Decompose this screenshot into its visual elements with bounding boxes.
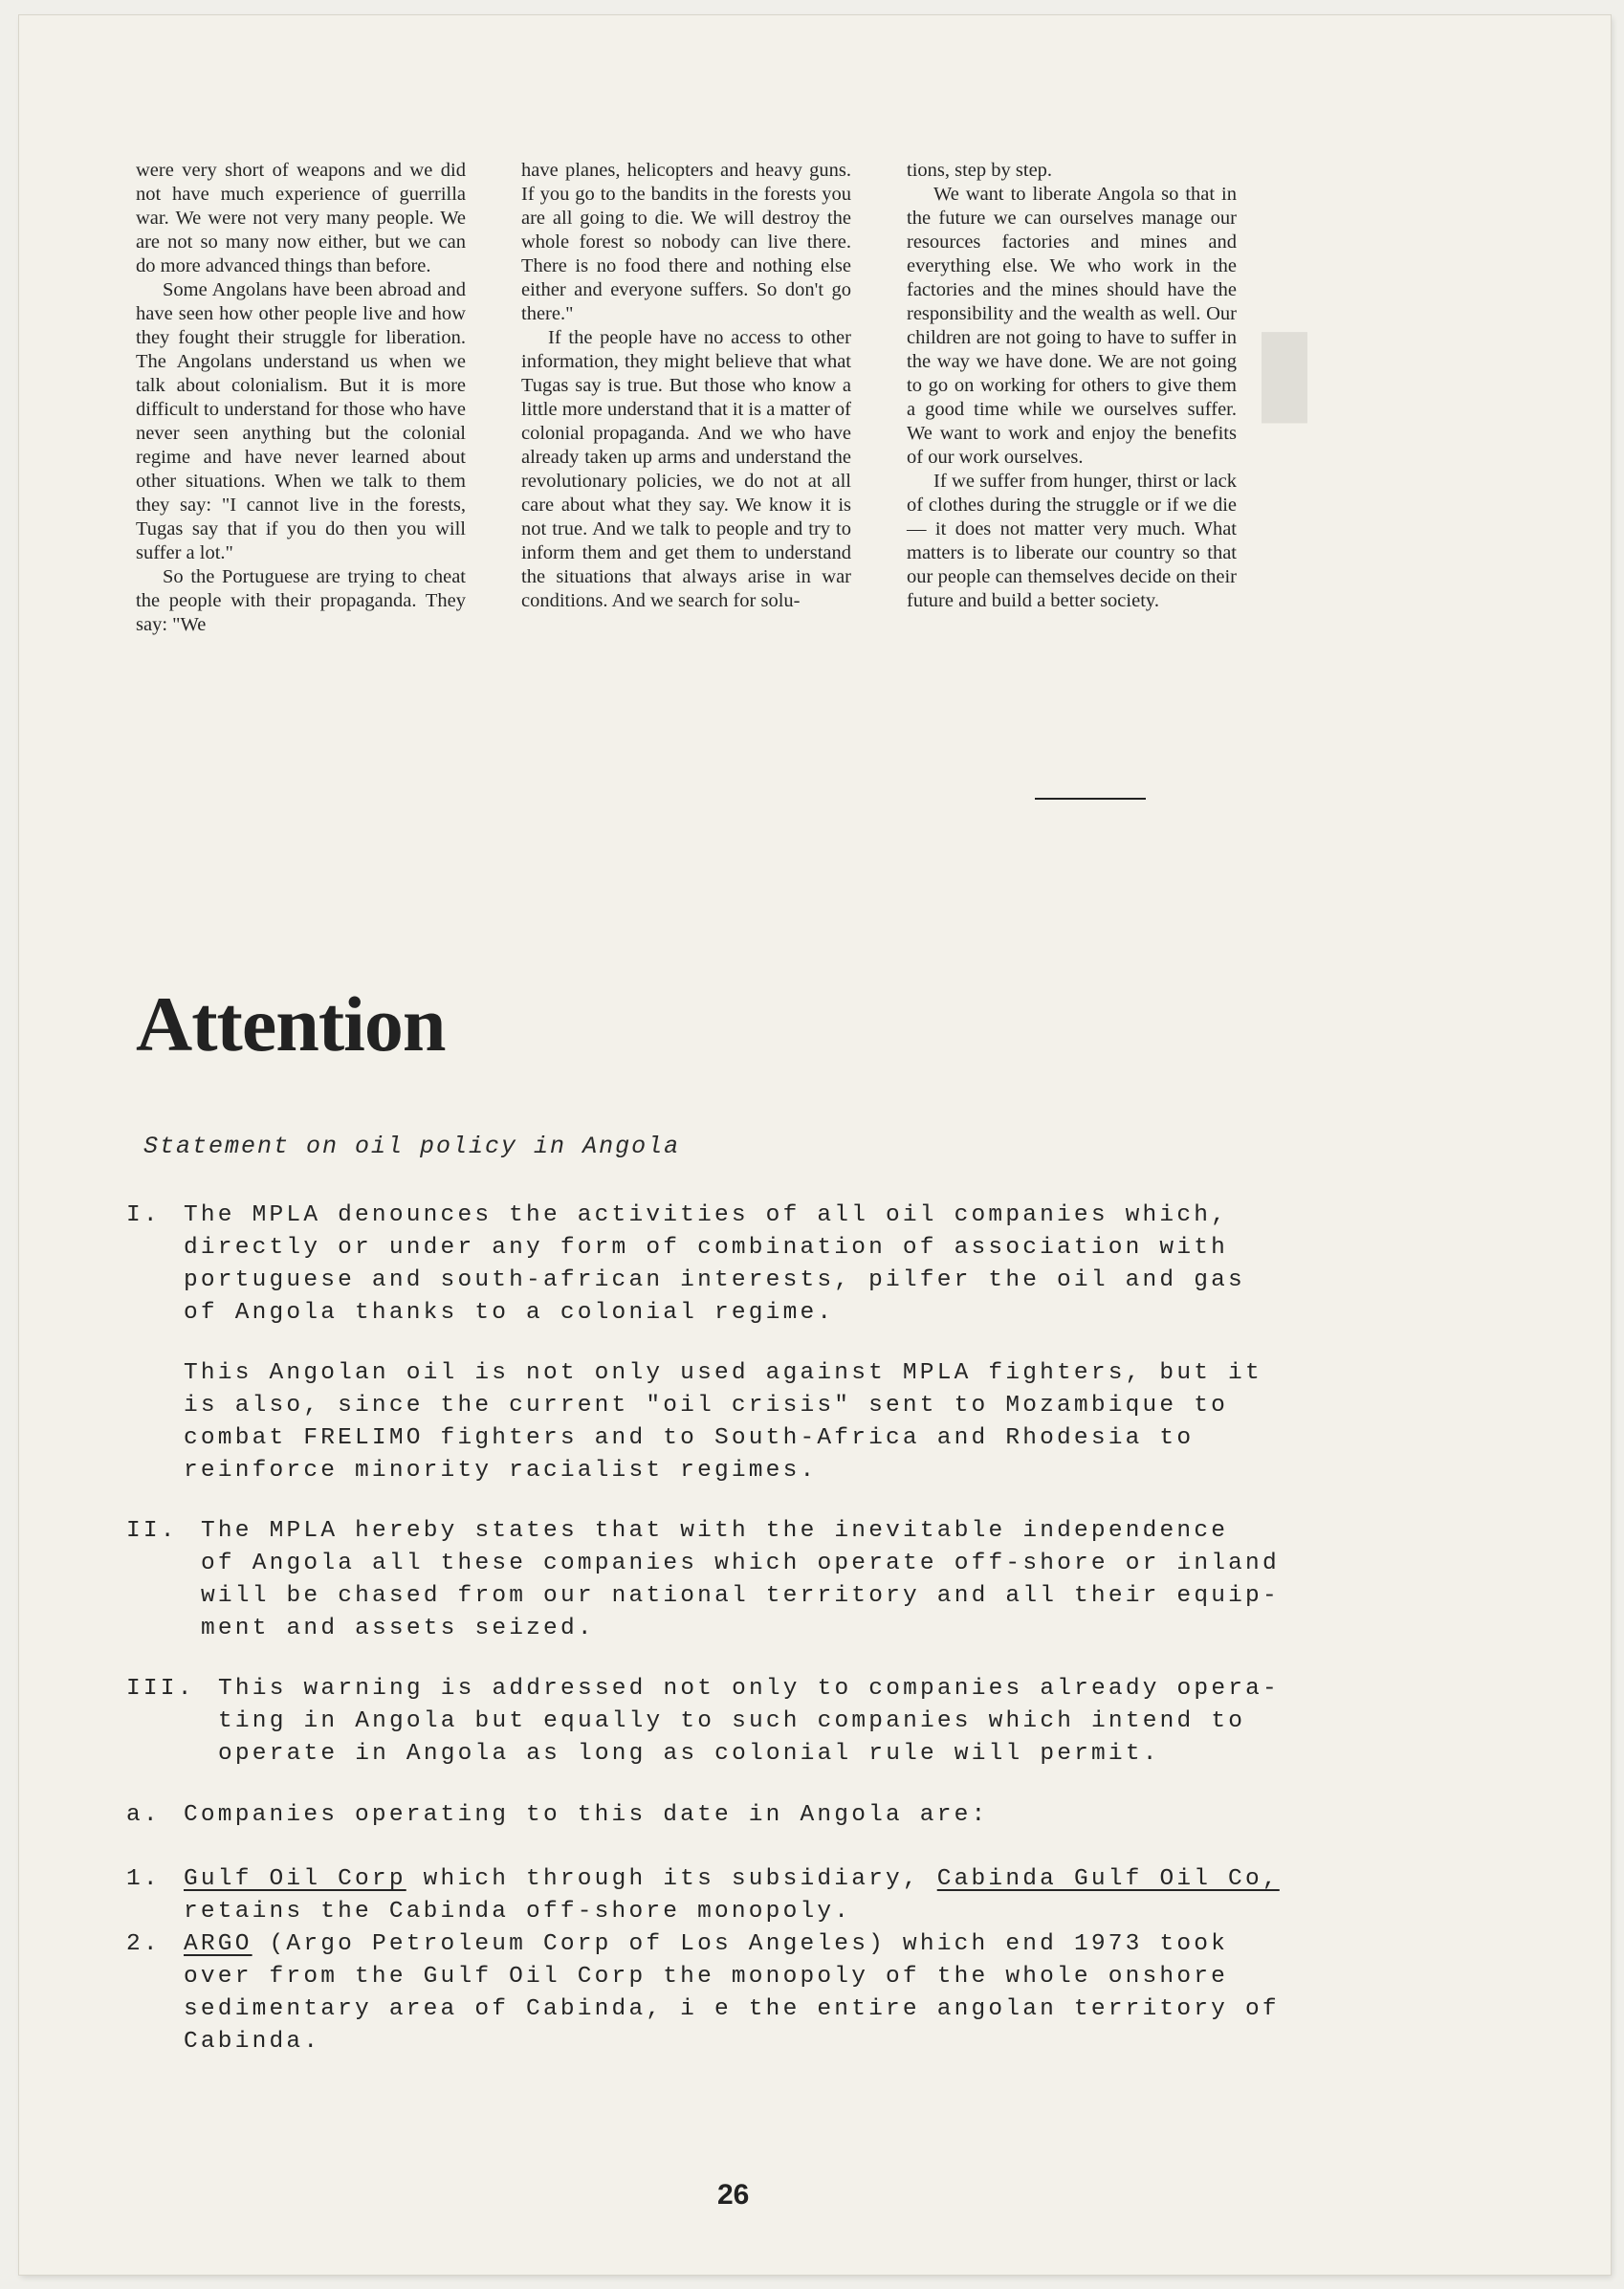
- article-end-rule: [1035, 798, 1146, 800]
- paragraph: have planes, helicopters and heavy guns. If you go to the bandits in the forests you are all going to die. We will destroy the whole forest so nobody can live there. There is no food there and nothing else either and everyone suffers. So don't go there.": [521, 160, 851, 324]
- text-span: which through its subsidiary,: [406, 1866, 937, 1892]
- paragraph: Some Angolans have been abroad and have seen how other people live and how they fought their struggle for liberation. The Angolans understand us when we talk about colonialism. But it is more difficult to understand for those who have never seen anything but the colonial regime and have never learned about other situations. When we talk to them they say: "I cannot live in the forests, Tugas say that if you do then you will suffer a lot.": [136, 279, 466, 563]
- company-number-1: 1.: [126, 1866, 161, 1892]
- text-span: (Argo Petroleum Corp of Los Angeles) which end 1973 took: [252, 1931, 1229, 1957]
- company-name: ARGO: [184, 1931, 252, 1957]
- text-line: will be chased from our national territory and all their equip-: [201, 1583, 1280, 1609]
- text-line: ting in Angola but equally to such companies which intend to: [218, 1708, 1246, 1734]
- document-page: [19, 15, 1611, 2275]
- item-number-2: II.: [126, 1518, 178, 1544]
- show-through-decoration: ▮: [1253, 305, 1317, 432]
- item-1-text: [184, 1200, 1245, 1330]
- list-a-text: Companies operating to this date in Angola are:: [184, 1802, 989, 1828]
- text-line: The MPLA hereby states that with the inevitable independence: [201, 1518, 1229, 1544]
- article-column-3: [907, 159, 1237, 613]
- text-line: [184, 1863, 1280, 1896]
- text-line: combat FRELIMO fighters and to South-Africa and Rhodesia to: [184, 1425, 1195, 1451]
- company-name: Gulf Oil Corp: [184, 1866, 406, 1892]
- text-line: of Angola all these companies which operate off-shore or inland: [201, 1551, 1280, 1576]
- item-number-3: III.: [126, 1676, 195, 1702]
- item-number-1: I.: [126, 1202, 161, 1228]
- text-line: operate in Angola as long as colonial rule will permit.: [218, 1741, 1160, 1767]
- paragraph: tions, step by step.: [907, 160, 1053, 181]
- article-column-1: [136, 159, 466, 637]
- text-line: over from the Gulf Oil Corp the monopoly of the whole onshore: [184, 1964, 1229, 1990]
- text-line: ment and assets seized.: [201, 1616, 595, 1641]
- section-subtitle: Statement on oil policy in Angola: [143, 1133, 681, 1160]
- paragraph: If we suffer from hunger, thirst or lack of clothes during the struggle or if we die — it does not matter very much. What matters is to liberate our country so that our people can themselves decide on their future and build a better society.: [907, 471, 1237, 611]
- company-number-2: 2.: [126, 1931, 161, 1957]
- paragraph: If the people have no access to other information, they might believe that what Tugas say is true. But those who know a little more understand that it is a matter of colonial propaganda. And we who have already taken up arms and understand the revolutionary policies, we do not at all care about what they say. We know it is not true. And we talk to people and try to inform them and get them to understand the situations that always arise in war conditions. And we search for solu-: [521, 327, 851, 611]
- text-line: Cabinda.: [184, 2029, 321, 2055]
- text-line: This Angolan oil is not only used against MPLA fighters, but it: [184, 1360, 1262, 1386]
- item-1-continuation: [184, 1357, 1262, 1487]
- text-line: The MPLA denounces the activities of all oil companies which,: [184, 1202, 1229, 1228]
- text-line: retains the Cabinda off-shore monopoly.: [184, 1899, 852, 1925]
- text-line: sedimentary area of Cabinda, i e the entire angolan territory of: [184, 1996, 1280, 2022]
- text-line: This warning is addressed not only to companies already opera-: [218, 1676, 1280, 1702]
- paragraph: We want to liberate Angola so that in the future we can ourselves manage our resources factories and mines and everything else. We who work in the factories and the mines should have the responsibility and the wealth as well. Our children are not going to have to suffer in the way we have done. We are not going to go on working for others to give them a good time while we ourselves suffer. We want to work and enjoy the benefits of our work ourselves.: [907, 184, 1237, 468]
- paragraph: So the Portuguese are trying to cheat the people with their propaganda. They say: "We: [136, 566, 466, 635]
- list-label-a: a.: [126, 1802, 161, 1828]
- section-heading: Attention: [136, 980, 446, 1067]
- text-line: directly or under any form of combination of association with: [184, 1235, 1229, 1261]
- item-2-text: [201, 1515, 1280, 1645]
- company-entry-2: [184, 1928, 1280, 2058]
- text-line: of Angola thanks to a colonial regime.: [184, 1300, 835, 1326]
- company-entry-1: [184, 1863, 1280, 1928]
- company-name: Cabinda Gulf Oil Co,: [936, 1866, 1280, 1892]
- text-line: is also, since the current "oil crisis" sent to Mozambique to: [184, 1393, 1229, 1419]
- article-column-2: [521, 159, 851, 613]
- page-number: 26: [717, 2179, 750, 2211]
- text-line: [184, 1928, 1280, 1961]
- text-line: portuguese and south-african interests, pilfer the oil and gas: [184, 1267, 1245, 1293]
- paragraph: were very short of weapons and we did not have much experience of guerrilla war. We were not very many people. We are not so many now either, but we can do more advanced things than before.: [136, 160, 466, 276]
- item-3-text: [218, 1673, 1280, 1771]
- text-line: reinforce minority racialist regimes.: [184, 1458, 818, 1484]
